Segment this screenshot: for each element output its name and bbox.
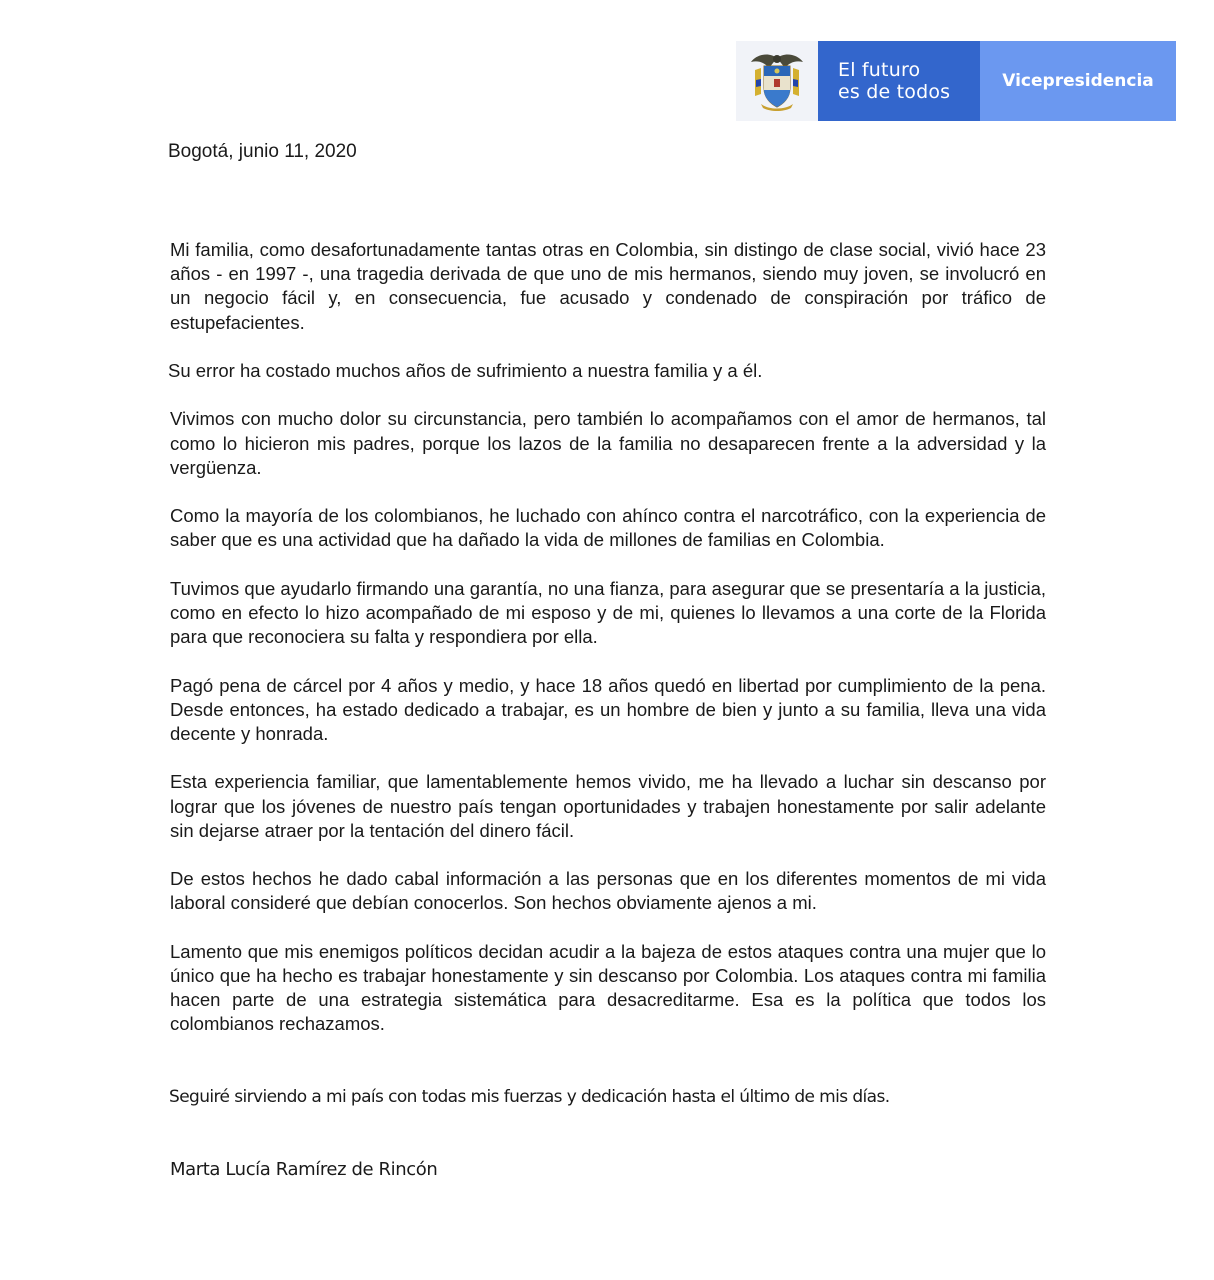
letter-date: Bogotá, junio 11, 2020 (168, 141, 357, 162)
slogan-line-2: es de todos (838, 81, 951, 103)
coat-of-arms-icon (747, 50, 807, 112)
paragraph: Vivimos con mucho dolor su circunstancia, pero también lo acompañamos con el amor de hermanos, tal como lo hicieron mis padres, porque los lazos de la familia no desaparecen frente a la adversidad y la vergüenza. (170, 408, 1046, 478)
office-name: Vicepresidencia (1002, 71, 1154, 91)
paragraph: Mi familia, como desafortunadamente tantas otras en Colombia, sin distingo de clase social, vivió hace 23 años - en 1997 -, una tragedia derivada de que uno de mis hermanos, siendo muy joven, se involucró en un negocio fácil y, en consecuencia, fue acusado y condenado de conspiración por tráfico de estupefacientes. (170, 239, 1046, 333)
paragraph: Lamento que mis enemigos políticos decidan acudir a la bajeza de estos ataques contra una mujer que lo único que ha hecho es trabajar honestamente y sin descanso por Colombia. Los ataques contra mi familia hacen parte de una estrategia sistemática para desacreditarme. Esa es la política que todos los colombianos rechazamos. (170, 940, 1046, 1035)
closing-line: Seguiré sirviendo a mi país con todas mis fuerzas y dedicación hasta el último de mis días. (169, 1087, 890, 1107)
slogan-line-1: El futuro (838, 59, 921, 81)
government-slogan (818, 41, 980, 121)
coat-of-arms-box (736, 41, 818, 121)
paragraph: Pagó pena de cárcel por 4 años y medio, y hace 18 años quedó en libertad por cumplimiento de la pena. Desde entonces, ha estado dedicado a trabajar, es un hombre de bien y junto a su familia, lleva una vida decente y honrada. (170, 674, 1046, 744)
office-name-box (980, 41, 1176, 121)
header-logo (736, 41, 1176, 121)
paragraph: De estos hechos he dado cabal información a las personas que en los diferentes momentos de mi vida laboral consideré que debían conocerlos. Son hechos obviamente ajenos a mi. (170, 868, 1046, 914)
paragraph: Su error ha costado muchos años de sufrimiento a nuestra familia y a él. (168, 360, 763, 381)
paragraph: Esta experiencia familiar, que lamentablemente hemos vivido, me ha llevado a luchar sin descanso por lograr que los jóvenes de nuestro país tengan oportunidades y trabajen honestamente por salir adelante sin dejarse atraer por la tentación del dinero fácil. (170, 771, 1046, 841)
paragraph: Tuvimos que ayudarlo firmando una garantía, no una fianza, para asegurar que se presentaría a la justicia, como en efecto lo hizo acompañado de mi esposo y de mi, quienes lo llevamos a una corte de la Florida para que reconociera su falta y respondiera por ella. (170, 577, 1046, 648)
signature-name: Marta Lucía Ramírez de Rincón (170, 1159, 438, 1180)
paragraph: Como la mayoría de los colombianos, he luchado con ahínco contra el narcotráfico, con la experiencia de saber que es una actividad que ha dañado la vida de millones de familias en Colombia. (170, 505, 1046, 551)
letter-body (170, 238, 1046, 1061)
